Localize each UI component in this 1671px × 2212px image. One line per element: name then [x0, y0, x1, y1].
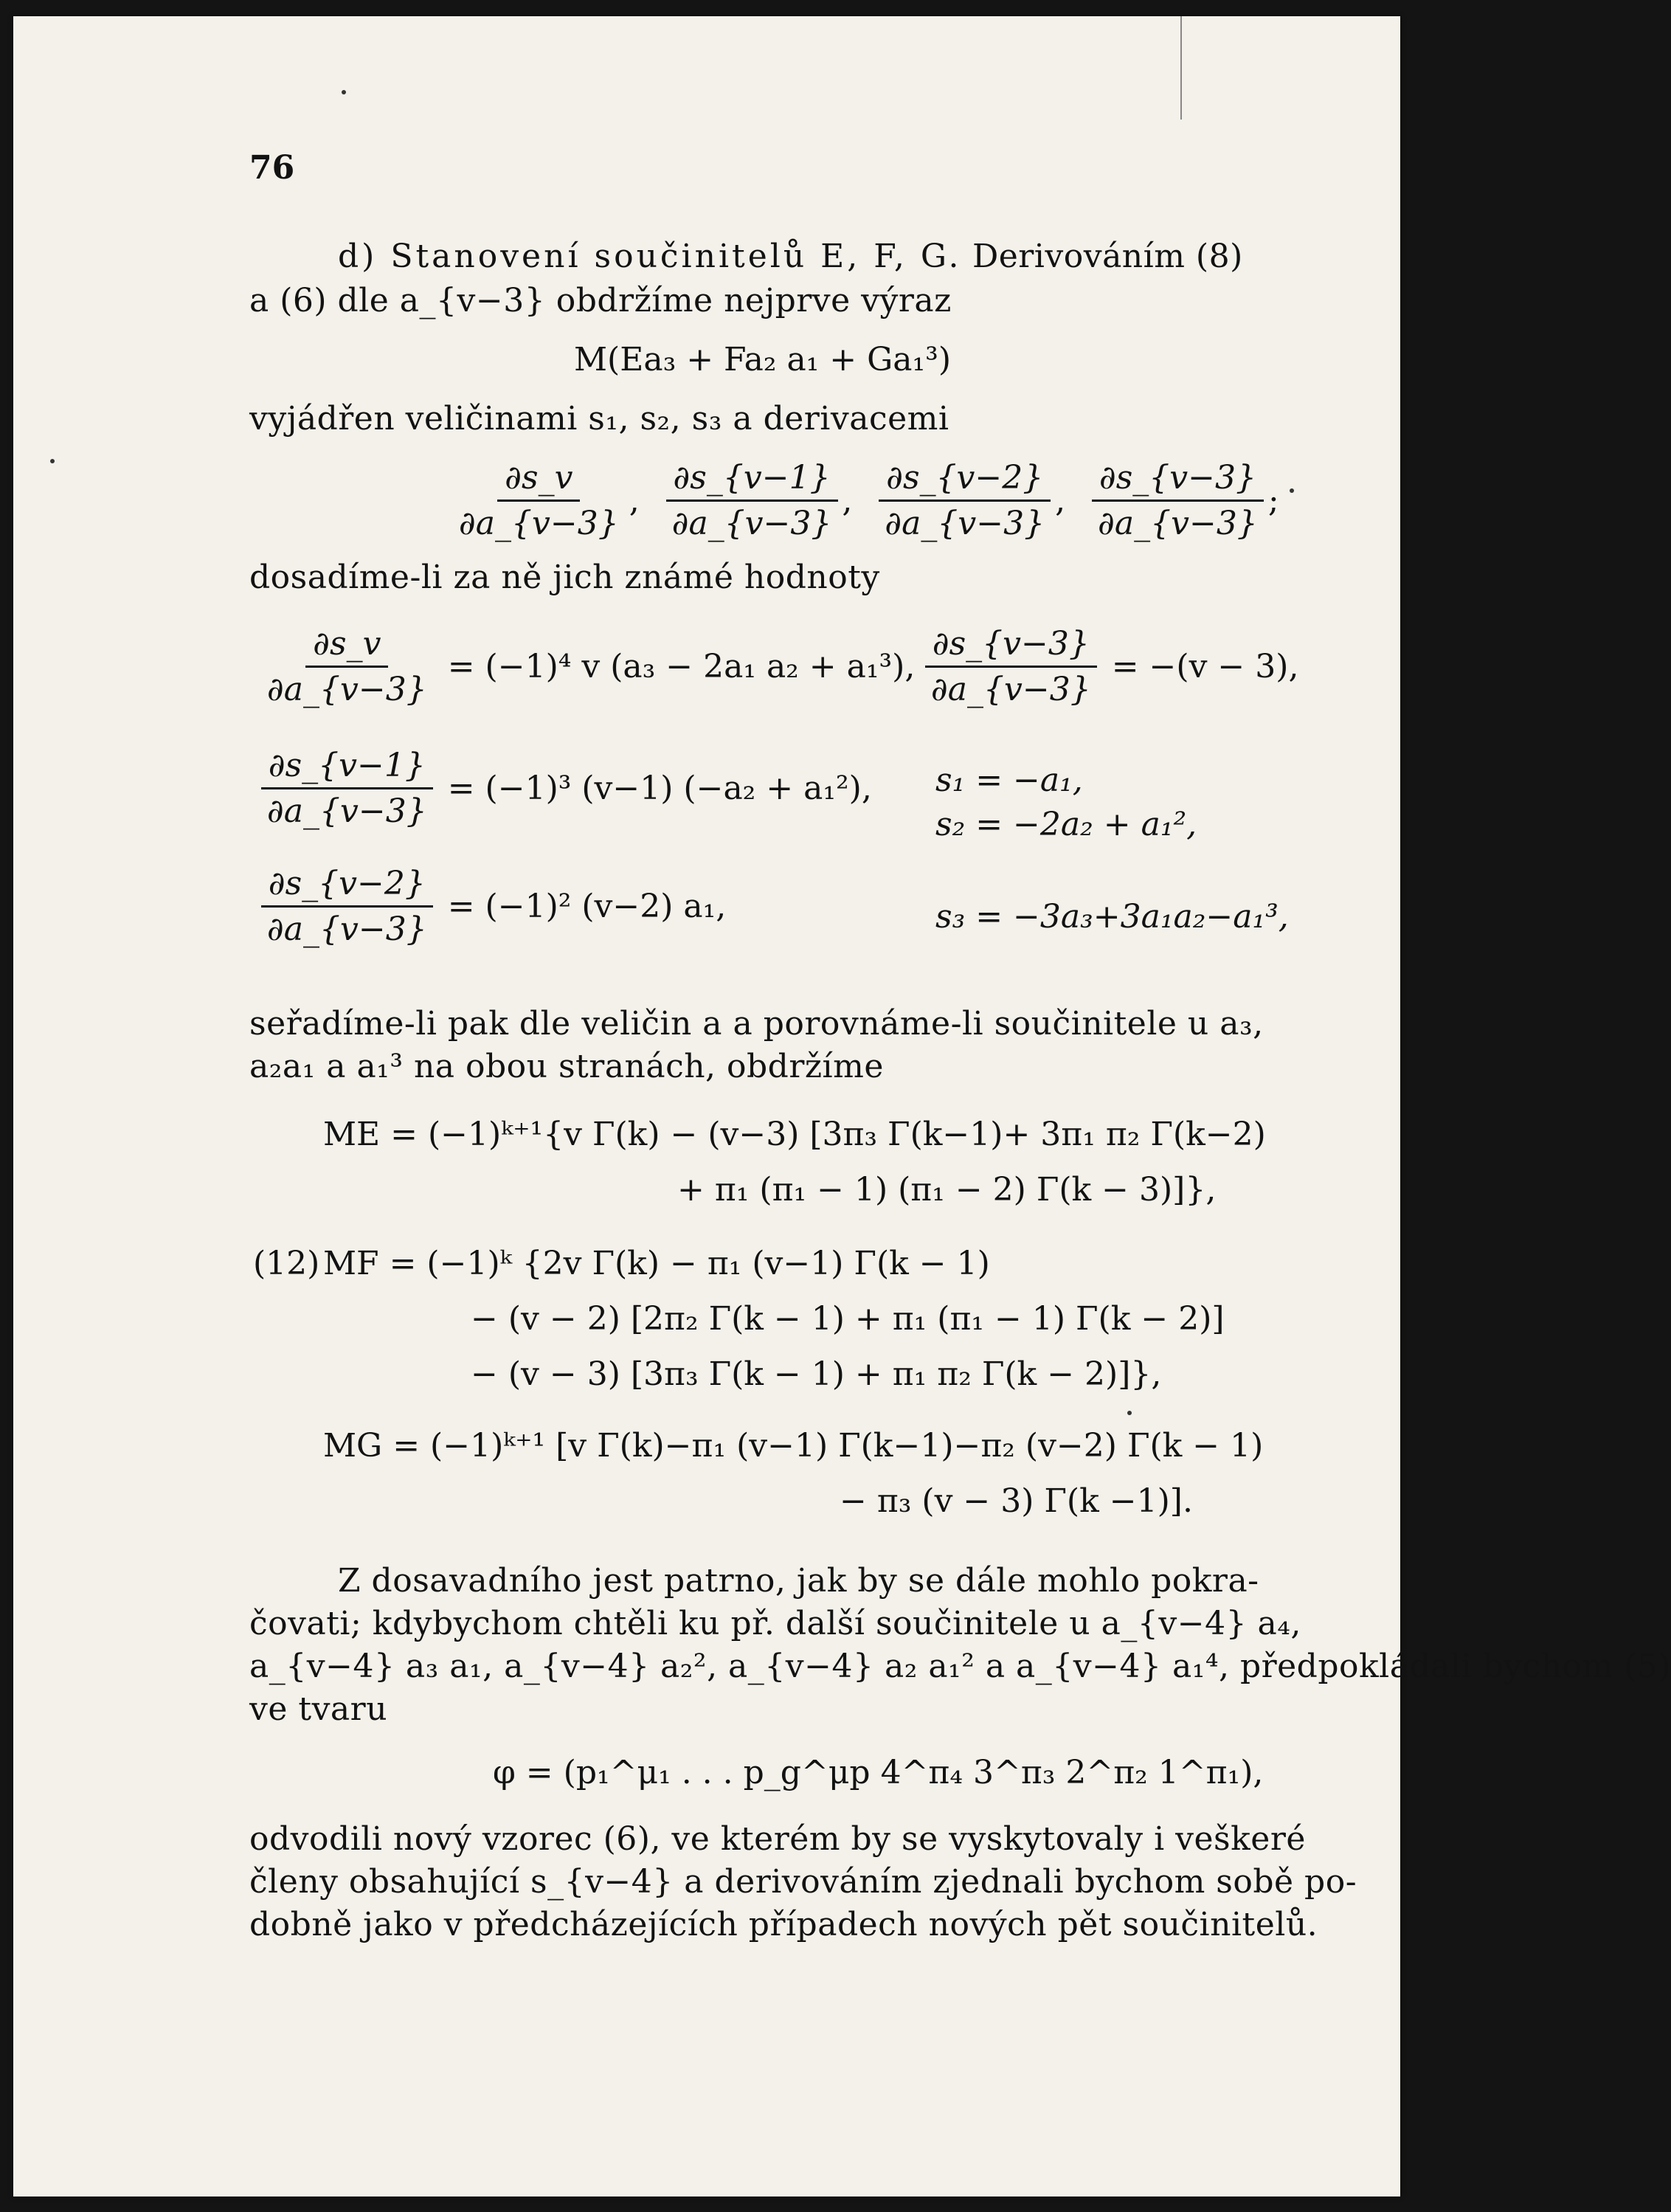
me-line-2: + π₁ (π₁ − 1) (π₁ − 2) Γ(k − 3)]}, [677, 1171, 1217, 1209]
paragraph1-line-1: Z dosavadního jest patrno, jak by se dále mohlo pokra- [338, 1562, 1259, 1600]
scan-speck [342, 90, 346, 94]
mg-line-1: MG = (−1)ᵏ⁺¹ [v Γ(k)−π₁ (v−1) Γ(k−1)−π₂ (v−2) Γ(k − 1) [323, 1427, 1264, 1465]
derivative-fraction: $\frac{\partial s\_v}{\partial a\_\{v-3\}}$ [459, 459, 619, 542]
scan-edge-mark [1180, 16, 1182, 120]
equation-ds-v-2: $\frac{\partial s\_\{v-2\}}{\partial a\_\{v-3\}}$ = (−1)² (v−2) a₁, [257, 865, 726, 948]
paragraph2-line-1: odvodili nový vzorec (6), ve kterém by se vyskytovaly i veškeré [249, 1820, 1306, 1858]
paragraph2-line-2: členy obsahující s_{v−4} a derivováním zjednali bychom sobě po- [249, 1863, 1357, 1901]
derivative-fraction: $\frac{\partial s\_\{v-3\}}{\partial a\_\{v-3\}}$ [1090, 459, 1265, 542]
s3-value: s₃ = −3a₃+3a₁a₂−a₁³, [935, 898, 1289, 936]
section-heading: d) Stanovení součinitelů E, F, G. [338, 238, 962, 275]
scan-speck [1127, 1411, 1132, 1415]
equation-label: (12) [253, 1245, 320, 1282]
derivative-fraction: $\frac{\partial s\_\{v-1\}}{\partial a\_\{v-3\}}$ [665, 459, 840, 542]
scanned-page [13, 16, 1671, 2197]
phi-formula: φ = (p₁^μ₁ . . . p_g^μp 4^π₄ 3^π₃ 2^π₂ 1^π₁), [493, 1754, 1264, 1791]
equation-ds-v-1: $\frac{\partial s\_\{v-1\}}{\partial a\_\{v-3\}}$ = (−1)³ (v−1) (−a₂ + a₁²), [257, 747, 872, 830]
derivative-fraction: $\frac{\partial s\_\{v-2\}}{\partial a\_\{v-3\}}$ [877, 459, 1052, 542]
mf-line-3: − (v − 3) [3π₃ Γ(k − 1) + π₁ π₂ Γ(k − 2)]}, [471, 1355, 1162, 1393]
s2-value: s₂ = −2a₂ + a₁², [935, 806, 1197, 843]
paragraph1-line-4: ve tvaru [249, 1690, 388, 1728]
paragraph1-line-3: a_{v−4} a₃ a₁, a_{v−4} a₂², a_{v−4} a₂ a₁² a a_{v−4} a₁⁴, předpokládali bychom (5) [249, 1648, 1671, 1685]
paragraph1-line-2: čovati; kdybychom chtěli ku př. další součinitele u a_{v−4} a₄, [249, 1605, 1301, 1642]
expression-m: M(Ea₃ + Fa₂ a₁ + Ga₁³) [574, 341, 951, 379]
equation-ds-v-3: $\frac{\partial s\_\{v-3\}}{\partial a\_\{v-3\}}$ = −(v − 3), [921, 625, 1298, 708]
equation-ds-v: $\frac{\partial s\_v}{\partial a\_\{v-3\}}$ = (−1)⁴ v (a₃ − 2a₁ a₂ + a₁³), [267, 625, 916, 708]
me-line-1: ME = (−1)ᵏ⁺¹{v Γ(k) − (v−3) [3π₃ Γ(k−1)+ 3π₁ π₂ Γ(k−2) [323, 1116, 1266, 1153]
intro-rest: Derivováním (8) [961, 238, 1243, 275]
s1-value: s₁ = −a₁, [935, 761, 1083, 799]
paragraph2-line-3: dobně jako v předcházejících případech nových pět součinitelů. [249, 1906, 1318, 1943]
mf-line-1: MF = (−1)ᵏ {2v Γ(k) − π₁ (v−1) Γ(k − 1) [323, 1245, 990, 1282]
scan-speck [1290, 488, 1294, 493]
derivative-list: $\frac{\partial s\_v}{\partial a\_\{v-3\}}$ , $\frac{\partial s\_\{v-1\}}{\partial a\_\{v-3\}}$ , $\frac{\partial s\_\{v-2\}}{\partial a\_\{v-3\}}$ , $\frac{\partial s\_\{v-3\}}{\partial a\_\{v-3\}}$ ; [449, 459, 1279, 542]
scan-speck [50, 459, 55, 463]
intro-line-1 [338, 238, 1243, 275]
arrange-line-2: a₂a₁ a a₁³ na obou stranách, obdržíme [249, 1048, 884, 1085]
mg-line-2: − π₃ (v − 3) Γ(k −1)]. [840, 1482, 1193, 1520]
expressed-line: vyjádřen veličinami s₁, s₂, s₃ a derivacemi [249, 400, 949, 438]
arrange-line-1: seřadíme-li pak dle veličin a a porovnáme-li součinitele u a₃, [249, 1005, 1264, 1043]
intro-line-2: a (6) dle a_{v−3} obdržíme nejprve výraz [249, 282, 952, 319]
page-number: 76 [249, 149, 295, 187]
mf-line-2: − (v − 2) [2π₂ Γ(k − 1) + π₁ (π₁ − 1) Γ(k − 2)] [471, 1300, 1225, 1338]
substitute-line: dosadíme-li za ně jich známé hodnoty [249, 559, 880, 596]
